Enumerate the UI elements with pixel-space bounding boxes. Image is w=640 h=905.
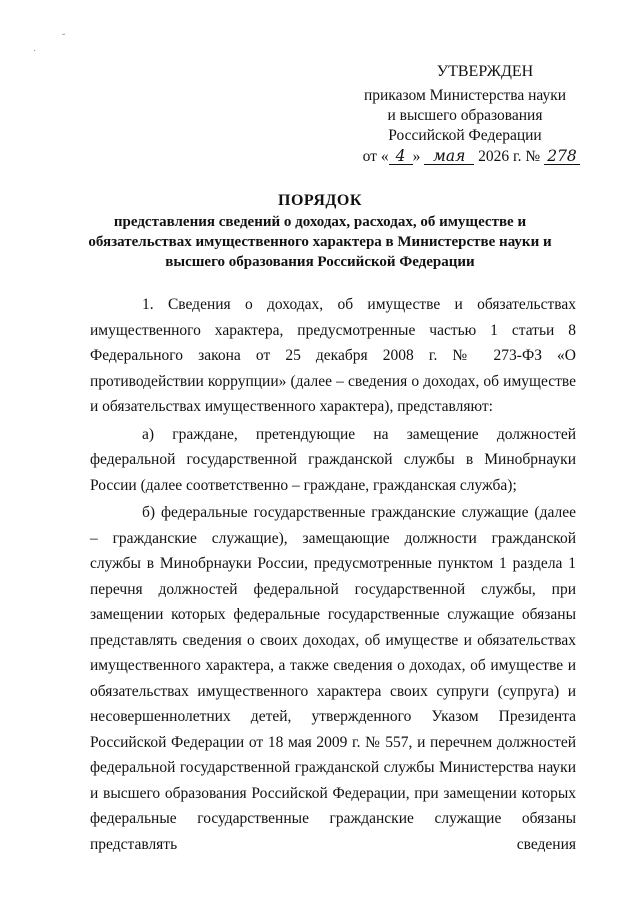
handwritten-month: мая bbox=[424, 148, 474, 165]
approval-line-1: приказом Министерства науки bbox=[363, 87, 567, 104]
document-body bbox=[90, 292, 576, 857]
approved-title: УТВЕРЖДЕН bbox=[436, 63, 534, 80]
handwritten-number: 278 bbox=[544, 148, 580, 165]
paragraph-1: 1. Сведения о доходах, об имуществе и обязательствах имущественного характера, предусмотренные частью 1 статьи 8 Федерального закона от 25 декабря 2008 г. № 273-ФЗ «О противодействии коррупции» (далее – сведения о доходах, об имуществе и обязательствах имущественного характера), представляют: bbox=[90, 296, 576, 415]
scan-speck: ˇ bbox=[62, 33, 66, 44]
date-year: 2026 г. № bbox=[478, 148, 541, 165]
paragraph-b: б) федеральные государственные гражданские служащие (далее – гражданские служащие), замещающие должности гражданской службы в Минобрнауки России, предусмотренные пунктом 1 раздела 1 перечня должностей федеральной государственной службы, при замещении которых федеральные государственные служащие обязаны представлять сведения о своих доходах, об имуществе и обязательствах имущественного характера, а также сведения о доходах, об имуществе и обязательствах имущественного характера своих супруги (супруга) и несовершеннолетних детей, утвержденного Указом Президента Российской Федерации от 18 мая 2009 г. № 557, и перечнем должностей федеральной государственной гражданской службы Министерства науки и высшего образования Российской Федерации, при замещении которых федеральные государственные гражданские служащие обязаны представлять сведения bbox=[90, 504, 576, 853]
document-title bbox=[80, 190, 560, 272]
title-subtitle: представления сведений о доходах, расходах, об имуществе и обязательствах имущественного характера в Министерстве науки и высшего образования Российской Федерации bbox=[88, 214, 552, 270]
date-mid: » bbox=[412, 148, 421, 165]
title-heading: ПОРЯДОК bbox=[278, 192, 362, 209]
handwritten-day: 4 bbox=[389, 148, 413, 165]
paragraph-a: а) граждане, претендующие на замещение должностей федеральной государственной гражданской службы в Минобрнауки России (далее соответственно – граждане, гражданская служба); bbox=[90, 425, 576, 494]
approval-block bbox=[350, 62, 580, 167]
approval-line-2: и высшего образования bbox=[387, 107, 543, 124]
scan-speck: · bbox=[33, 46, 37, 57]
date-prefix: от « bbox=[362, 148, 389, 165]
approval-line-3: Российской Федерации bbox=[388, 127, 542, 144]
approval-date-line bbox=[350, 147, 580, 167]
